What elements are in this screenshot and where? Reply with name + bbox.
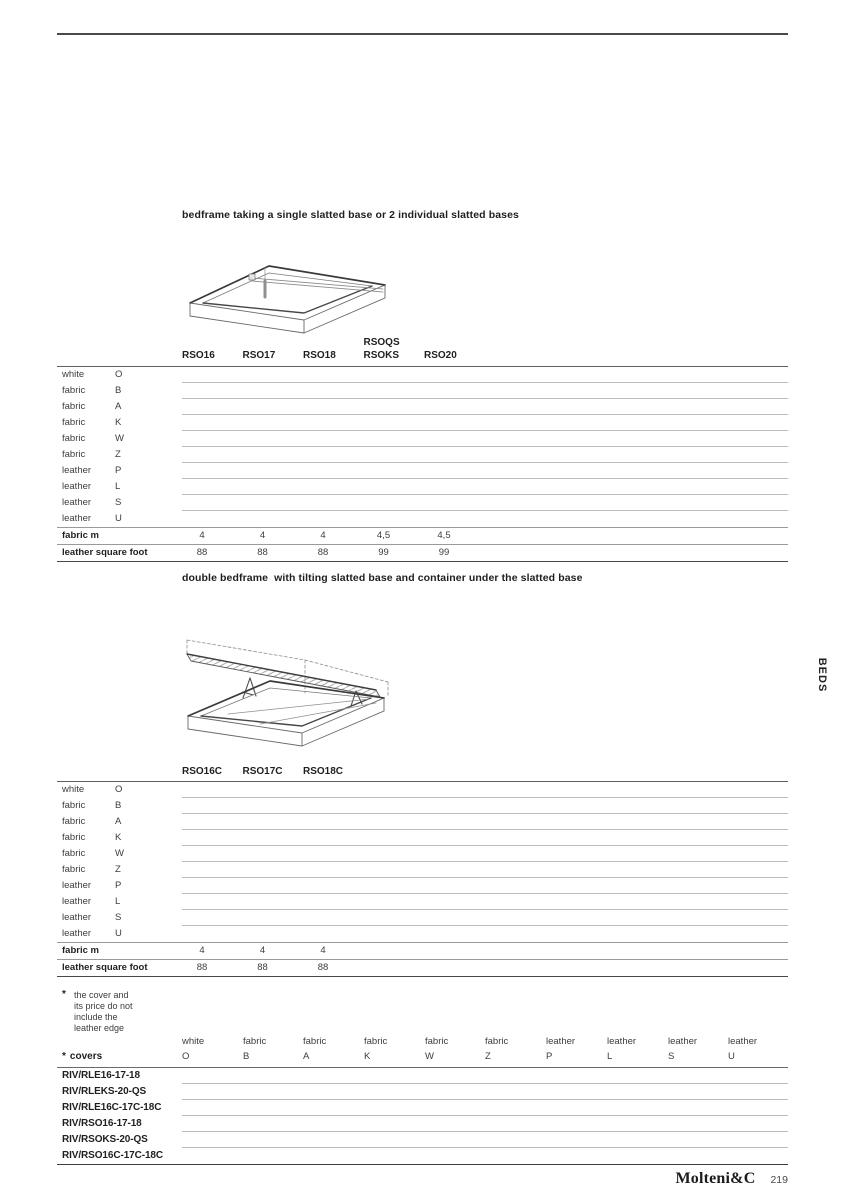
column-header: RSO17 xyxy=(242,349,276,361)
column-header: RSOQS RSOKS xyxy=(363,337,400,361)
column-header: leather S xyxy=(668,1036,698,1062)
table-row: fabric B xyxy=(57,383,788,399)
leather-sqft-row: leather square foot 88 88 88 xyxy=(57,959,788,977)
covers-footnote: * the cover and its price do not include the leather edge xyxy=(62,989,133,1033)
section1-heading: bedframe taking a single slatted base or 2 individual slatted bases xyxy=(182,209,519,221)
table-row: fabric Z xyxy=(57,862,788,878)
column-header: fabric K xyxy=(364,1036,388,1062)
table-row: fabric Z xyxy=(57,447,788,463)
leather-sqft-row: leather square foot 88 88 88 99 99 xyxy=(57,544,788,562)
table-row: white O xyxy=(57,367,788,383)
column-header: RSO16C xyxy=(182,765,223,777)
table-row: fabric W xyxy=(57,846,788,862)
table-row: fabric A xyxy=(57,814,788,830)
table-row: fabric W xyxy=(57,431,788,447)
column-header: RSO20 xyxy=(424,349,457,361)
column-header: RSO16 xyxy=(182,349,215,361)
column-header: RSO18C xyxy=(303,765,344,777)
table-row: leather S xyxy=(57,910,788,926)
section-side-label: BEDS xyxy=(816,657,828,693)
cover-row: RIV/RSO16-17-18 xyxy=(57,1116,788,1132)
column-header: white O xyxy=(182,1036,205,1062)
table2-body xyxy=(57,781,788,977)
page-footer xyxy=(57,1170,788,1188)
column-header: fabric W xyxy=(425,1036,449,1062)
table1-body xyxy=(57,366,788,562)
brand-logo: Molteni&C xyxy=(675,1170,756,1187)
table-row: leather P xyxy=(57,878,788,894)
page-number: 219 xyxy=(770,1174,788,1186)
table-row: fabric B xyxy=(57,798,788,814)
fabric-meters-row: fabric m 4 4 4 xyxy=(57,942,788,959)
table-row: leather P xyxy=(57,463,788,479)
cover-row: RIV/RLE16C-17C-18C xyxy=(57,1100,788,1116)
column-header: RSO17C xyxy=(242,765,283,777)
covers-body xyxy=(57,1067,788,1165)
cover-row: RIV/RLEKS-20-QS xyxy=(57,1084,788,1100)
covers-header-label: * covers xyxy=(62,1051,103,1062)
column-header: fabric A xyxy=(303,1036,327,1062)
table-row: leather L xyxy=(57,479,788,495)
single-bedframe-diagram xyxy=(180,252,392,334)
section2-heading: double bedframe with tilting slatted base and container under the slatted base xyxy=(182,572,583,584)
column-header: leather P xyxy=(546,1036,576,1062)
fabric-meters-row: fabric m 4 4 4 4,5 4,5 xyxy=(57,527,788,544)
table-row: leather L xyxy=(57,894,788,910)
table-row: leather U xyxy=(62,928,122,939)
column-header: fabric Z xyxy=(485,1036,509,1062)
table-row: white O xyxy=(57,782,788,798)
asterisk: * xyxy=(62,989,66,1000)
top-rule xyxy=(57,33,788,35)
storage-bedframe-diagram xyxy=(180,634,392,756)
cover-row: RIV/RSO16C-17C-18C xyxy=(62,1150,164,1161)
table2-column-headers xyxy=(57,748,788,778)
column-header: leather U xyxy=(728,1036,758,1062)
table-row: fabric A xyxy=(57,399,788,415)
table-row: leather U xyxy=(62,513,122,524)
cover-row: RIV/RLE16-17-18 xyxy=(57,1068,788,1084)
table-row: leather S xyxy=(57,495,788,511)
table-row: fabric K xyxy=(57,830,788,846)
column-header: RSO18 xyxy=(303,349,336,361)
column-header: leather L xyxy=(607,1036,637,1062)
covers-column-headers xyxy=(57,1030,788,1064)
table-row: fabric K xyxy=(57,415,788,431)
cover-row: RIV/RSOKS-20-QS xyxy=(57,1132,788,1148)
column-header: fabric B xyxy=(243,1036,267,1062)
table1-column-headers xyxy=(57,332,788,362)
